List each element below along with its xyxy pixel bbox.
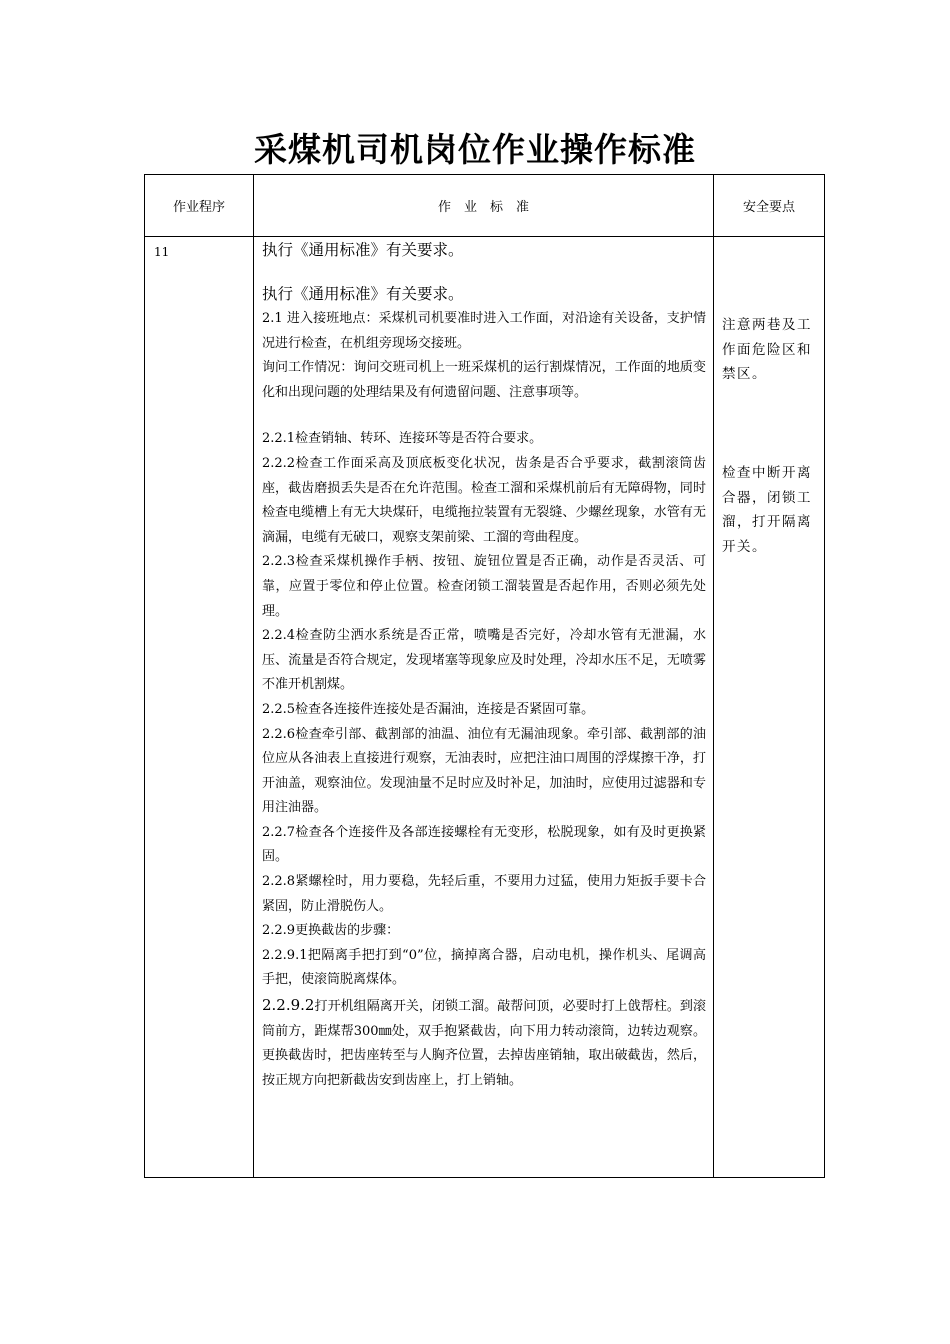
header-standard: 作 业 标 准 (437, 200, 529, 215)
paragraph-last (262, 993, 706, 1093)
page-title: 采煤机司机岗位作业操作标准 (254, 130, 696, 169)
paragraph: 询问工作情况：询问交班司机上一班采煤机的运行割煤情况，工作面的地质变化和出现问题的处理结果及有何遗留问题、注意事项等。 (262, 360, 706, 400)
step-number: 2.2.9.2 (262, 996, 315, 1015)
paragraph: 2.2.7检查各个连接件及各部连接螺栓有无变形，松脱现象，如有及时更换紧固。 (262, 824, 706, 865)
procedure-number: 11 (154, 245, 170, 259)
safety-note: 注意两巷及工作面危险区和禁区。 (722, 317, 812, 383)
paragraph: 2.2.5检查各连接件连接处是否漏油，连接是否紧固可靠。 (262, 701, 595, 717)
step-text: 打开机组隔离开关，闭锁工溜。敲帮问顶，必要时打上戗帮柱。到滚筒前方，距煤帮300㎜处，双手抱紧截齿，向下用力转动滚筒，边转边观察。更换截齿时，把齿座转至与人胸齐位置，去掉齿座销轴，取出破截齿，然后，按正规方向把新截齿安到齿座上，打上销轴。 (262, 999, 706, 1088)
paragraph: 2.2.4检查防尘洒水系统是否正常，喷嘴是否完好，冷却水管有无泄漏，水压、流量是否符合规定，发现堵塞等现象应及时处理，冷却水压不足，无喷雾不准开机割煤。 (262, 628, 706, 693)
column-divider (253, 175, 254, 1177)
paragraph: 2.2.3检查采煤机操作手柄、按钮、旋钮位置是否正确，动作是否灵活、可靠，应置于零位和停止位置。检查闭锁工溜装置是否起作用，否则必须先处理。 (262, 554, 706, 619)
paragraph: 2.1 进入接班地点：采煤机司机要准时进入工作面，对沿途有关设备，支护情况进行检查，在机组旁现场交接班。 (262, 311, 706, 351)
paragraph: 2.2.2检查工作面采高及顶底板变化状况，齿条是否合乎要求，截割滚筒齿座，截齿磨损丢失是否在允许范围。检查工溜和采煤机前后有无障碍物，同时检查电缆槽上有无大块煤矸，电缆拖拉装置有无裂缝、少螺丝现象，水管有无滴漏，电缆有无破口，观察支架前梁、工溜的弯曲程度。 (262, 455, 706, 545)
paragraph: 2.2.6检查牵引部、截割部的油温、油位有无漏油现象。牵引部、截割部的油位应从各油表上直接进行观察，无油表时，应把注油口周围的浮煤擦干净，打开油盖，观察油位。发现油量不足时应及时补足，加油时，应使用过滤器和专用注油器。 (262, 726, 706, 816)
paragraph: 2.2.9更换截齿的步骤： (262, 923, 400, 939)
general-requirement: 执行《通用标准》有关要求。 (262, 285, 464, 303)
general-requirement: 执行《通用标准》有关要求。 (262, 241, 464, 259)
safety-note: 检查中断开离合器，闭锁工溜，打开隔离开关。 (722, 465, 812, 555)
header-procedure: 作业程序 (172, 200, 225, 215)
paragraph: 2.2.9.1把隔离手把打到“0”位，摘掉离合器，启动电机，操作机头、尾调高手把，使滚筒脱离煤体。 (262, 947, 706, 988)
paragraph: 2.2.8紧螺栓时，用力要稳，先轻后重，不要用力过猛，使用力矩扳手要卡合紧固，防止滑脱伤人。 (262, 874, 706, 914)
column-divider (713, 175, 714, 1177)
operation-standard-table (144, 174, 825, 1178)
paragraph: 2.2.1检查销轴、转环、连接环等是否符合要求。 (262, 431, 543, 447)
standard-content (262, 237, 706, 1093)
header-safety: 安全要点 (742, 200, 795, 215)
